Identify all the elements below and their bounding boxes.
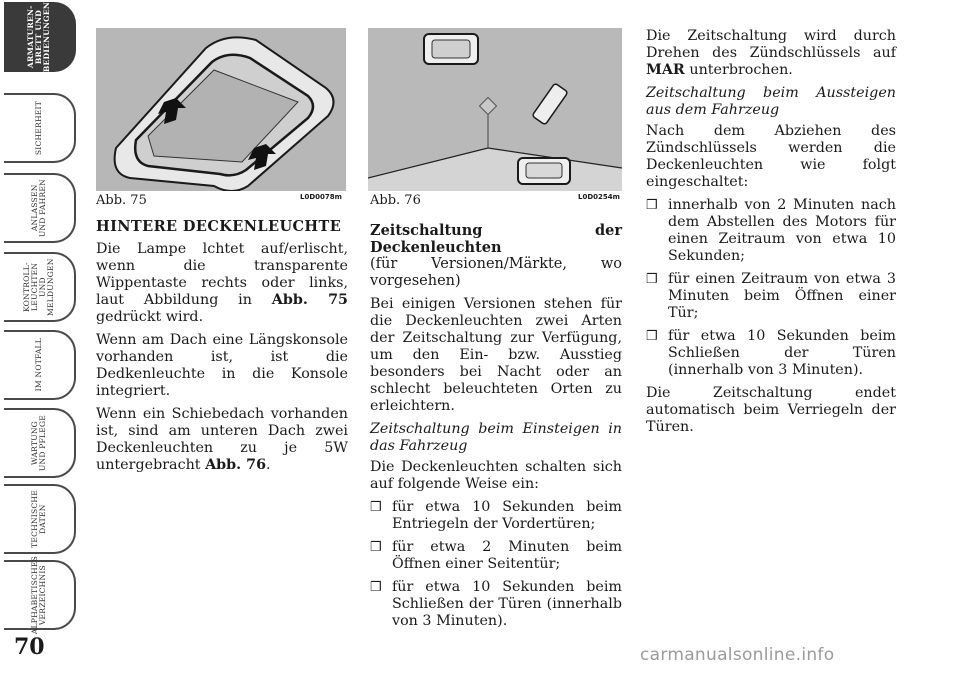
list-item: ❒ für etwa 10 Sekunden beim Schließen der Türen (innerhalb von 3 Minuten). (370, 579, 622, 629)
tab-armaturenbrett[interactable] (4, 2, 76, 72)
section-subline: (für Versionen/Märkte, wo vorgesehen) (370, 256, 622, 289)
section-heading: HINTERE DECKENLEUCHTE (96, 218, 342, 235)
checkbox-bullet-icon: ❒ (370, 540, 382, 555)
figure-code: L0D0254m (578, 193, 620, 201)
tab-label: SICHERHEIT (34, 100, 44, 156)
tab-technische-daten[interactable] (4, 484, 76, 554)
subsection-title: Zeitschaltung beim Aussteigen aus dem Fahrzeug (646, 85, 896, 118)
tab-anlassen[interactable] (4, 173, 76, 243)
tab-label: ANLASSEN UND FAHREN (30, 178, 47, 238)
ceiling-lamps-illustration (368, 28, 622, 191)
paragraph: Die Zeitschaltung endet automatisch beim Verriegeln der Türen. (646, 385, 896, 435)
chapter-sidebar (4, 0, 76, 640)
checkbox-bullet-icon: ❒ (646, 329, 658, 344)
figure-reference: Abb. 75 (271, 292, 348, 308)
figure-caption: Abb. 76 (370, 193, 421, 208)
tab-label: WARTUNG UND PFLEGE (30, 414, 47, 472)
watermark: carmanualsonline.info (640, 645, 835, 665)
page-number: 70 (14, 634, 45, 660)
tab-label: IM NOTFALL (34, 338, 44, 392)
list-item: ❒ für etwa 10 Sekunden beim Entriegeln der Vordertüren; (370, 499, 622, 532)
section-rear-ceiling-lamp (96, 218, 348, 480)
list-item: ❒ für einen Zeitraum von etwa 3 Minuten beim Öffnen einer Tür; (646, 271, 896, 321)
tab-label: KONTROLL- LEUCHTEN UND MELDUNGEN (22, 258, 55, 316)
checkbox-bullet-icon: ❒ (646, 198, 658, 213)
paragraph: Bei einigen Versionen stehen für die Deckenleuchten zwei Arten der Zeitschaltung zur Verfügung, um den Ein- bzw. Ausstieg besonders bei Nacht oder an schlecht beleuchteten Orten zu erleichtern. (370, 296, 622, 414)
section-timer (370, 222, 622, 636)
figure-reference: Abb. 76 (205, 457, 267, 473)
figure-rear-ceiling-lamp (96, 28, 346, 191)
section-timer-continued (646, 28, 896, 442)
figure-code: L0D0078m (300, 193, 342, 201)
tab-im-notfall[interactable] (4, 330, 76, 400)
checkbox-bullet-icon: ❒ (370, 580, 382, 595)
paragraph: Wenn ein Schiebedach vorhanden ist, sind am unteren Dach zwei Deckenleuchten zu je 5W untergebracht Abb. 76. (96, 406, 348, 473)
checkbox-bullet-icon: ❒ (370, 500, 382, 515)
rear-lamp-illustration (96, 28, 346, 191)
list-item: ❒ für etwa 10 Sekunden beim Schließen der Türen (innerhalb von 3 Minuten). (646, 328, 896, 378)
list-item: ❒ innerhalb von 2 Minuten nach dem Abstellen des Motors für einen Zeitraum von etwa 10 Sekunden; (646, 197, 896, 264)
tab-label: ALPHABETISCHES VERZEICHNIS (30, 555, 47, 635)
paragraph: Die Deckenleuchten schalten sich auf folgende Weise ein: (370, 459, 622, 492)
tab-wartung[interactable] (4, 408, 76, 478)
tab-sicherheit[interactable] (4, 93, 76, 163)
subsection-title: Zeitschaltung beim Einsteigen in das Fahrzeug (370, 421, 622, 454)
tab-label: ARMATUREN- BRETT UND BEDIENUNGEN (26, 1, 51, 73)
tab-verzeichnis[interactable] (4, 555, 76, 635)
key-position: MAR (646, 62, 685, 78)
list-item: ❒ für etwa 2 Minuten beim Öffnen einer Seitentür; (370, 539, 622, 572)
figure-caption: Abb. 75 (96, 193, 147, 208)
paragraph: Die Lampe lchtet auf/erlischt, wenn die transparente Wippentaste rechts oder links, laut Abbildung in Abb. 75 gedrückt wird. (96, 241, 348, 325)
paragraph: Die Zeitschaltung wird durch Drehen des Zündschlüssels auf MAR unterbrochen. (646, 28, 896, 78)
tab-kontrollleuchten[interactable] (4, 252, 76, 322)
paragraph: Wenn am Dach eine Längskonsole vorhanden ist, ist die Dedkenleuchte in die Konsole integriert. (96, 332, 348, 399)
paragraph: Nach dem Abziehen des Zündschlüssels werden die Deckenleuchten wie folgt eingeschaltet: (646, 123, 896, 190)
section-heading: Zeitschaltung der Deckenleuchten (370, 222, 622, 256)
checkbox-bullet-icon: ❒ (646, 272, 658, 287)
figure-sunroof-ceiling-lamps (368, 28, 622, 191)
tab-label: TECHNISCHE DATEN (30, 490, 47, 548)
